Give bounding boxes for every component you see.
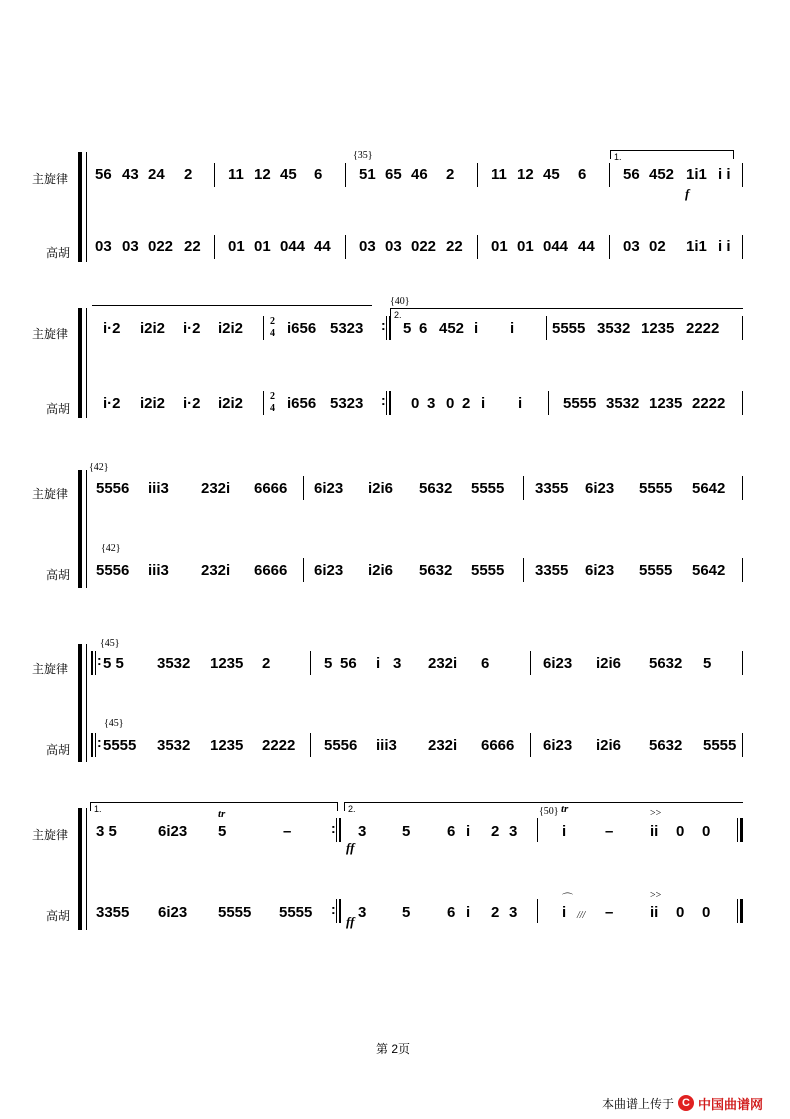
note: 3 [358,823,367,840]
note: – [283,823,292,840]
measure-number: {35} [353,150,373,161]
note: i2i2 [140,320,166,337]
part-label-erhu: 高胡 [46,909,71,923]
note: 2 [184,166,193,183]
note: 6666 [254,480,288,497]
dynamic-mark: ff [346,840,355,855]
barline [345,163,346,187]
repeat-end-bar [389,316,391,340]
barline [95,733,96,757]
note: 5556 [324,737,358,754]
barline [263,316,264,340]
note: 6 [447,904,456,921]
note: 2 [491,904,500,921]
note: 0 [702,823,711,840]
system-line [86,308,87,418]
note: 5555 [103,737,137,754]
volta-bracket-1-cont [92,305,372,314]
volta-bracket-2 [390,308,743,320]
note: 6i23 [158,823,188,840]
system-bracket [78,152,82,262]
note: 3 [427,395,436,412]
note: 5642 [692,480,726,497]
note: 11 [228,166,244,183]
note: 3532 [157,655,191,672]
part-label-main: 主旋律 [32,662,69,676]
barline [548,391,549,415]
note: i2i6 [368,480,394,497]
part-label-erhu: 高胡 [46,743,71,757]
system-line [86,808,87,930]
note: i656 [287,320,317,337]
note: 6666 [481,737,515,754]
barline [530,733,531,757]
accent-mark: >> [650,890,662,901]
note: i [562,904,567,921]
note: 1235 [210,737,244,754]
note: 03 [95,238,112,255]
system-bracket [78,308,82,418]
barline [742,163,743,187]
note: 46 [411,166,428,183]
note: 0 [676,904,685,921]
note: iii3 [376,737,397,754]
note: 3532 [606,395,640,412]
accent-mark: >> [650,808,662,819]
trill-mark: tr [218,808,226,820]
note: i [376,655,381,672]
note: i [518,395,523,412]
note: i [466,904,471,921]
note: – [605,823,614,840]
note: 1235 [210,655,244,672]
note: i2i6 [368,562,394,579]
trill-mark: tr [561,803,569,815]
note: 02 [649,238,666,255]
note: 6i23 [585,480,615,497]
system-bracket [78,470,82,588]
note: i·2 [183,395,201,412]
note: 5 [402,904,411,921]
note: 56 [95,166,112,183]
barline [742,235,743,259]
note: 0 [676,823,685,840]
barline [477,235,478,259]
part-label-main: 主旋律 [32,172,69,186]
barline [737,818,738,842]
note: 5 [324,655,333,672]
note: 5632 [649,655,683,672]
note: 11 [491,166,507,183]
note: 3 [358,904,367,921]
note: 452 [439,320,465,337]
note: 6 [314,166,323,183]
page-number: 第 2页 [376,1042,411,1056]
note: 3 5 [96,823,117,840]
barline [530,651,531,675]
upload-text: 本曲谱上传于 [602,1096,675,1111]
part-label-erhu: 高胡 [46,568,71,582]
note: – [605,904,614,921]
repeat-start-bar [91,733,93,757]
repeat-end-bar [389,391,391,415]
note: 5556 [96,562,130,579]
part-label-main: 主旋律 [32,327,69,341]
barline [742,651,743,675]
barline [386,391,387,415]
note: 5 [403,320,412,337]
part-label-main: 主旋律 [32,828,69,842]
note: 2 [491,823,500,840]
note: 01 [491,238,508,255]
note: 5632 [419,562,453,579]
repeat-sign: : [381,317,386,333]
note: 01 [228,238,245,255]
repeat-sign: : [97,734,102,750]
system-line [86,470,87,588]
note: 3 [393,655,402,672]
measure-number: {50} [539,806,559,817]
note: 6i23 [314,562,344,579]
note: 5 [703,655,712,672]
note: 56 [340,655,357,672]
note: 3355 [96,904,130,921]
system-bracket [78,644,82,762]
volta-bracket-1 [610,150,734,162]
note: 51 [359,166,376,183]
barline [214,163,215,187]
note: 03 [122,238,139,255]
time-signature-top: 2 [270,316,275,327]
part-label-erhu: 高胡 [46,246,71,260]
dynamic-mark: ff [346,914,355,929]
note: 0 [446,395,455,412]
note: 03 [385,238,402,255]
note: 022 [148,238,174,255]
note: 03 [623,238,640,255]
note: 5555 [471,562,505,579]
note: 45 [280,166,297,183]
note: 0 [411,395,420,412]
barline [537,818,538,842]
note: 2222 [262,737,296,754]
note: 56 [623,166,640,183]
note: i i [718,166,731,183]
note: 232i [201,480,231,497]
time-signature-top: 2 [270,391,275,402]
note: i [474,320,479,337]
repeat-sign: : [97,652,102,668]
dynamic-mark: f [685,186,690,201]
volta-number: 1. [614,152,622,162]
repeat-sign: : [331,901,336,917]
note: i [466,823,471,840]
barline [336,818,337,842]
barline [336,899,337,923]
note: 5 [218,823,227,840]
note: 232i [201,562,231,579]
note: i·2 [103,395,121,412]
note: 452 [649,166,675,183]
note: 5323 [330,395,364,412]
note: ii [650,823,659,840]
note: i·2 [103,320,121,337]
part-label-main: 主旋律 [32,487,69,501]
note: 6 [481,655,490,672]
note: 5632 [419,480,453,497]
system-line [86,152,87,262]
note: i2i2 [140,395,166,412]
barline [523,558,524,582]
note: 5 [402,823,411,840]
note: 6 [419,320,428,337]
barline [523,476,524,500]
barline [537,899,538,923]
note: 2 [262,655,271,672]
note: 12 [254,166,271,183]
note: 0 [702,904,711,921]
barline [742,391,743,415]
measure-number: {42} [89,462,109,473]
note: i2i6 [596,655,622,672]
barline [477,163,478,187]
repeat-start-bar [91,651,93,675]
measure-number: {42} [101,543,121,554]
barline [310,651,311,675]
note: i·2 [183,320,201,337]
tremolo-icon: /// [577,910,586,921]
barline [386,316,387,340]
note: i2i2 [218,320,244,337]
barline [609,163,610,187]
note: 22 [184,238,201,255]
note: 1i1 [686,166,707,183]
note: i i [718,238,731,255]
note: 45 [543,166,560,183]
part-label-erhu: 高胡 [46,402,71,416]
measure-number: {45} [104,718,124,729]
barline [742,476,743,500]
note: 43 [122,166,139,183]
repeat-end-bar [339,899,341,923]
repeat-sign: : [381,392,386,408]
note: 232i [428,655,458,672]
note: 3532 [597,320,631,337]
note: 232i [428,737,458,754]
system-line [86,644,87,762]
note: 2222 [686,320,720,337]
note: 44 [314,238,331,255]
note: i2i6 [596,737,622,754]
note: 01 [254,238,271,255]
barline [742,558,743,582]
note: 5 5 [103,655,124,672]
site-logo-icon: C [678,1095,694,1111]
note: 24 [148,166,165,183]
note: 5555 [639,562,673,579]
measure-number: {45} [100,638,120,649]
note: 1i1 [686,238,707,255]
note: 5555 [552,320,586,337]
note: i [510,320,515,337]
note: i [481,395,486,412]
note: 65 [385,166,402,183]
note: 12 [517,166,534,183]
note: 5555 [639,480,673,497]
note: 1235 [641,320,675,337]
note: 6i23 [543,737,573,754]
note: 3 [509,823,518,840]
note: 5642 [692,562,726,579]
note: 6666 [254,562,288,579]
note: 3 [509,904,518,921]
note: 2 [462,395,471,412]
barline [609,235,610,259]
note: i656 [287,395,317,412]
time-signature-bottom: 4 [270,328,275,339]
final-bar [740,818,743,842]
barline [214,235,215,259]
note: 2 [446,166,455,183]
note: 6 [578,166,587,183]
note: 5632 [649,737,683,754]
site-footer [602,1094,763,1112]
volta-number: 2. [348,804,356,814]
barline [95,651,96,675]
time-signature-bottom: 4 [270,403,275,414]
note: 5556 [96,480,130,497]
note: 6i23 [543,655,573,672]
repeat-sign: : [331,820,336,836]
note: 01 [517,238,534,255]
barline [310,733,311,757]
note: 5555 [279,904,313,921]
barline [742,733,743,757]
note: 6i23 [314,480,344,497]
note: 5555 [563,395,597,412]
note: i2i2 [218,395,244,412]
barline [263,391,264,415]
note: 22 [446,238,463,255]
note: 3355 [535,562,569,579]
note: 5555 [703,737,737,754]
barline [546,316,547,340]
note: 022 [411,238,437,255]
note: 044 [280,238,306,255]
system-bracket [78,808,82,930]
note: 3532 [157,737,191,754]
note: 5555 [218,904,252,921]
note: 044 [543,238,569,255]
note: i [562,823,567,840]
note: 5323 [330,320,364,337]
note: 2222 [692,395,726,412]
barline [303,558,304,582]
measure-number: {40} [390,296,410,307]
fermata-icon: ⌒ [562,893,573,905]
note: 1235 [649,395,683,412]
final-bar [740,899,743,923]
volta-number: 1. [94,804,102,814]
note: 6i23 [158,904,188,921]
note: ii [650,904,659,921]
note: 6i23 [585,562,615,579]
site-name[interactable]: 中国曲谱网 [698,1096,764,1112]
note: 6 [447,823,456,840]
note: iii3 [148,562,169,579]
barline [737,899,738,923]
note: 03 [359,238,376,255]
note: 5555 [471,480,505,497]
volta-number: 2. [394,310,402,320]
note: iii3 [148,480,169,497]
barline [742,316,743,340]
barline [345,235,346,259]
barline [303,476,304,500]
note: 44 [578,238,595,255]
repeat-end-bar [339,818,341,842]
note: 3355 [535,480,569,497]
